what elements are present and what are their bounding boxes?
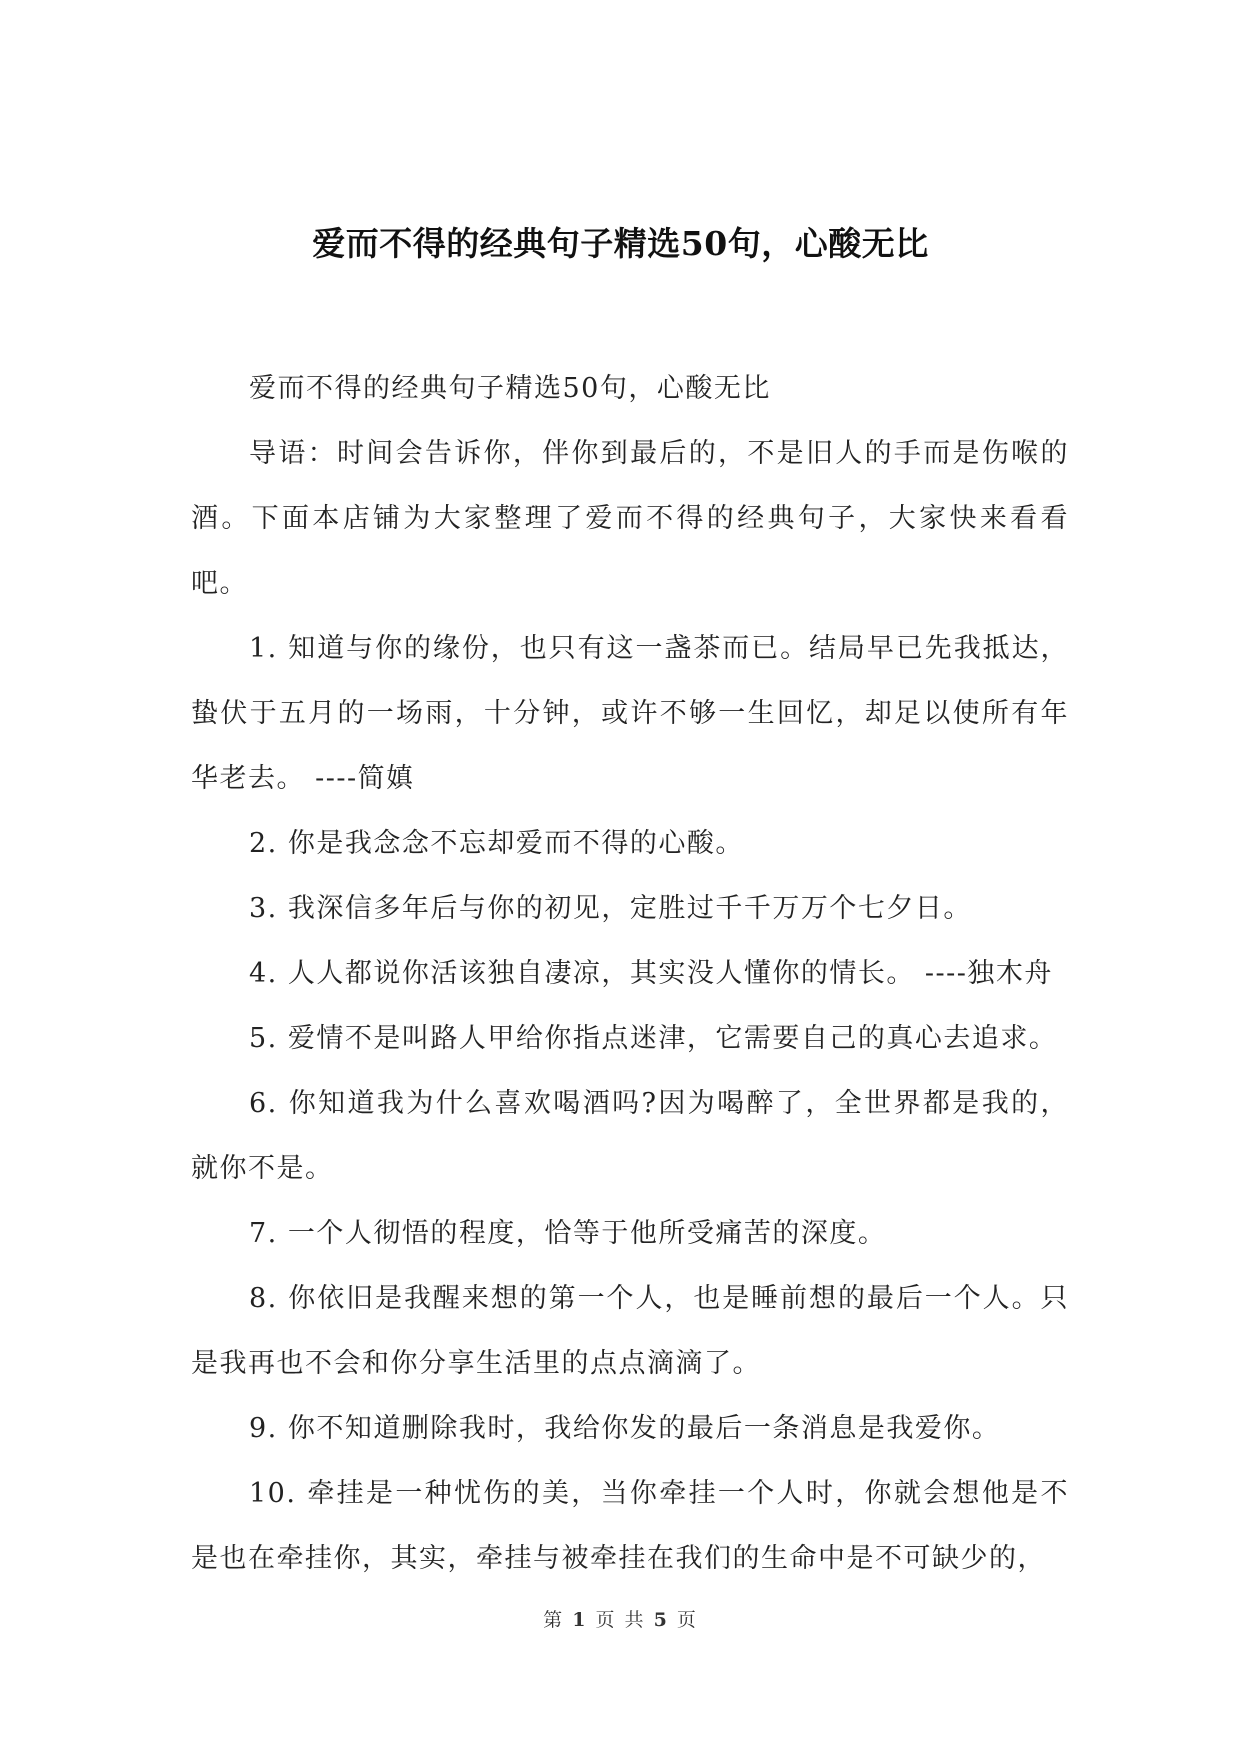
quote-5: 5. 爱情不是叫路人甲给你指点迷津，它需要自己的真心去追求。: [249, 1023, 1058, 1054]
quote-1: 1. 知道与你的缘份，也只有这一盏茶而已。结局早已先我抵达，蛰伏于五月的一场雨，十分钟，或许不够一生回忆，却足以使所有年华老去。 ----简嫃: [191, 633, 1069, 794]
footer-suffix: 页: [676, 1609, 698, 1631]
quote-8: 8. 你依旧是我醒来想的第一个人，也是睡前想的最后一个人。只是我再也不会和你分享生活里的点点滴滴了。: [191, 1283, 1069, 1379]
page-footer: [0, 1608, 1241, 1632]
paragraph-intro: 导语：时间会告诉你，伴你到最后的，不是旧人的手而是伤喉的酒。下面本店铺为大家整理了爱而不得的经典句子，大家快来看看吧。: [191, 438, 1069, 599]
quote-3: 3. 我深信多年后与你的初见，定胜过千千万万个七夕日。: [249, 893, 972, 924]
footer-middle: 页 共: [595, 1609, 646, 1631]
footer-prefix: 第: [543, 1609, 565, 1631]
document-title: 爱而不得的经典句子精选50句，心酸无比: [312, 224, 929, 263]
current-page-number: 1: [572, 1609, 588, 1631]
quote-2: 2. 你是我念念不忘却爱而不得的心酸。: [249, 828, 744, 859]
quote-10: 10. 牵挂是一种忧伤的美，当你牵挂一个人时，你就会想他是不是也在牵挂你，其实，牵挂与被牵挂在我们的生命中是不可缺少的，: [191, 1478, 1069, 1574]
quote-7: 7. 一个人彻悟的程度，恰等于他所受痛苦的深度。: [249, 1218, 887, 1249]
quote-9: 9. 你不知道删除我时，我给你发的最后一条消息是我爱你。: [249, 1413, 1001, 1444]
quote-4: 4. 人人都说你活该独自凄凉，其实没人懂你的情长。 ----独木舟: [249, 958, 1053, 989]
quote-6: 6. 你知道我为什么喜欢喝酒吗?因为喝醉了，全世界都是我的，就你不是。: [191, 1088, 1069, 1184]
paragraph-subtitle: 爱而不得的经典句子精选50句，心酸无比: [249, 373, 771, 404]
total-pages-number: 5: [653, 1609, 669, 1631]
document-body: [191, 356, 1069, 1591]
